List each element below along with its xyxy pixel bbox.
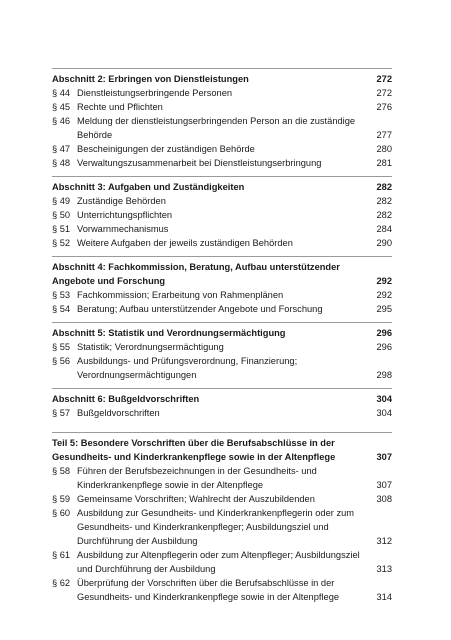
toc-entry [52,194,392,208]
entry-page-number: 277 [376,130,392,140]
section-heading [52,388,392,406]
entry-title: Überprüfung der Vorschriften über die Berufsabschlüsse in der Gesundheits- und Kinderkrankenpflege sowie in der Altenpflege [77,578,340,602]
entry-title: Unterrichtungspflichten [77,210,173,220]
paragraph-number: § 53 [52,290,71,300]
paragraph-number: § 47 [52,144,71,154]
paragraph-number: § 49 [52,196,71,206]
section-heading [52,256,392,288]
section-heading [52,322,392,340]
toc-entry [52,208,392,222]
entry-title: Meldung der dienstleistungserbringenden Person an die zuständige Behörde [77,116,356,140]
toc-entry [52,354,392,382]
entry-title: Weitere Aufgaben der jeweils zuständigen Behörden [77,238,293,248]
toc-entry [52,548,392,576]
entry-page-number: 282 [376,196,392,206]
section-heading [52,176,392,194]
section-page-number: 292 [376,276,392,286]
entry-page-number: 272 [376,88,392,98]
entry-title: Verwaltungszusammenarbeit bei Dienstleistungserbringung [77,158,322,168]
toc-entry [52,288,392,302]
entry-page-number: 307 [376,480,392,490]
entry-page-number: 276 [376,102,392,112]
entry-title: Bescheinigungen der zuständigen Behörde [77,144,255,154]
entry-title: Beratung; Aufbau unterstützender Angebote und Forschung [77,304,323,314]
paragraph-number: § 61 [52,550,71,560]
toc-entry [52,464,392,492]
section-page-number: 296 [376,328,392,338]
toc-entry [52,576,392,604]
section-title: Abschnitt 6: Bußgeldvorschriften [52,394,200,404]
paragraph-number: § 46 [52,116,71,126]
section-page-number: 272 [376,74,392,84]
entry-page-number: 298 [376,370,392,380]
entry-page-number: 312 [376,536,392,546]
entry-page-number: 308 [376,494,392,504]
entry-page-number: 296 [376,342,392,352]
entry-title: Fachkommission; Erarbeitung von Rahmenplänen [77,290,284,300]
toc-entry [52,156,392,170]
toc-entry [52,114,392,142]
entry-title: Ausbildung zur Gesundheits- und Kinderkrankenpflegerin oder zum Gesundheits- und Kinderkrankenpfleger; Ausbildungsziel und Durchführung der Ausbildung [77,508,355,546]
paragraph-number: § 50 [52,210,71,220]
toc-entry [52,492,392,506]
toc-entry [52,86,392,100]
paragraph-number: § 60 [52,508,71,518]
section-page-number: 307 [376,452,392,462]
entry-title: Bußgeldvorschriften [77,408,160,418]
paragraph-number: § 62 [52,578,71,588]
section-title: Abschnitt 5: Statistik und Verordnungsermächtigung [52,328,286,338]
paragraph-number: § 55 [52,342,71,352]
table-of-contents [52,68,392,604]
toc-entry [52,142,392,156]
section-page-number: 282 [376,182,392,192]
entry-page-number: 313 [376,564,392,574]
paragraph-number: § 51 [52,224,71,234]
entry-title: Führen der Berufsbezeichnungen in der Gesundheits- und Kinderkrankenpflege sowie in der Altenpflege [77,466,317,490]
entry-title: Ausbildungs- und Prüfungsverordnung, Finanzierung; Verordnungsermächtigungen [77,356,298,380]
entry-page-number: 281 [376,158,392,168]
paragraph-number: § 52 [52,238,71,248]
paragraph-number: § 57 [52,408,71,418]
entry-title: Dienstleistungserbringende Personen [77,88,233,98]
part-heading [52,432,392,464]
paragraph-number: § 45 [52,102,71,112]
paragraph-number: § 54 [52,304,71,314]
toc-entry [52,406,392,420]
section-title: Teil 5: Besondere Vorschriften über die Berufsabschlüsse in der Gesundheits- und Kinderkrankenpflege sowie in der Altenpflege [52,438,336,462]
paragraph-number: § 56 [52,356,71,366]
paragraph-number: § 48 [52,158,71,168]
toc-entry [52,100,392,114]
entry-page-number: 292 [376,290,392,300]
toc-entry [52,222,392,236]
toc-entry [52,302,392,316]
paragraph-number: § 58 [52,466,71,476]
entry-title: Statistik; Verordnungsermächtigung [77,342,224,352]
section-title: Abschnitt 3: Aufgaben und Zuständigkeiten [52,182,245,192]
entry-page-number: 280 [376,144,392,154]
paragraph-number: § 44 [52,88,71,98]
toc-entry [52,236,392,250]
section-title: Abschnitt 4: Fachkommission, Beratung, Aufbau unterstützender Angebote und Forschung [52,262,340,286]
entry-page-number: 284 [376,224,392,234]
entry-page-number: 290 [376,238,392,248]
entry-title: Gemeinsame Vorschriften; Wahlrecht der Auszubildenden [77,494,315,504]
entry-page-number: 295 [376,304,392,314]
entry-title: Vorwarnmechanismus [77,224,169,234]
entry-title: Rechte und Pflichten [77,102,163,112]
entry-title: Ausbildung zur Altenpflegerin oder zum Altenpfleger; Ausbildungsziel und Durchführung der Ausbildung [77,550,360,574]
section-title: Abschnitt 2: Erbringen von Dienstleistungen [52,74,249,84]
entry-page-number: 304 [376,408,392,418]
paragraph-number: § 59 [52,494,71,504]
entry-title: Zuständige Behörden [77,196,166,206]
toc-entry [52,340,392,354]
section-page-number: 304 [376,394,392,404]
entry-page-number: 282 [376,210,392,220]
section-heading [52,68,392,86]
entry-page-number: 314 [376,592,392,602]
toc-entry [52,506,392,548]
